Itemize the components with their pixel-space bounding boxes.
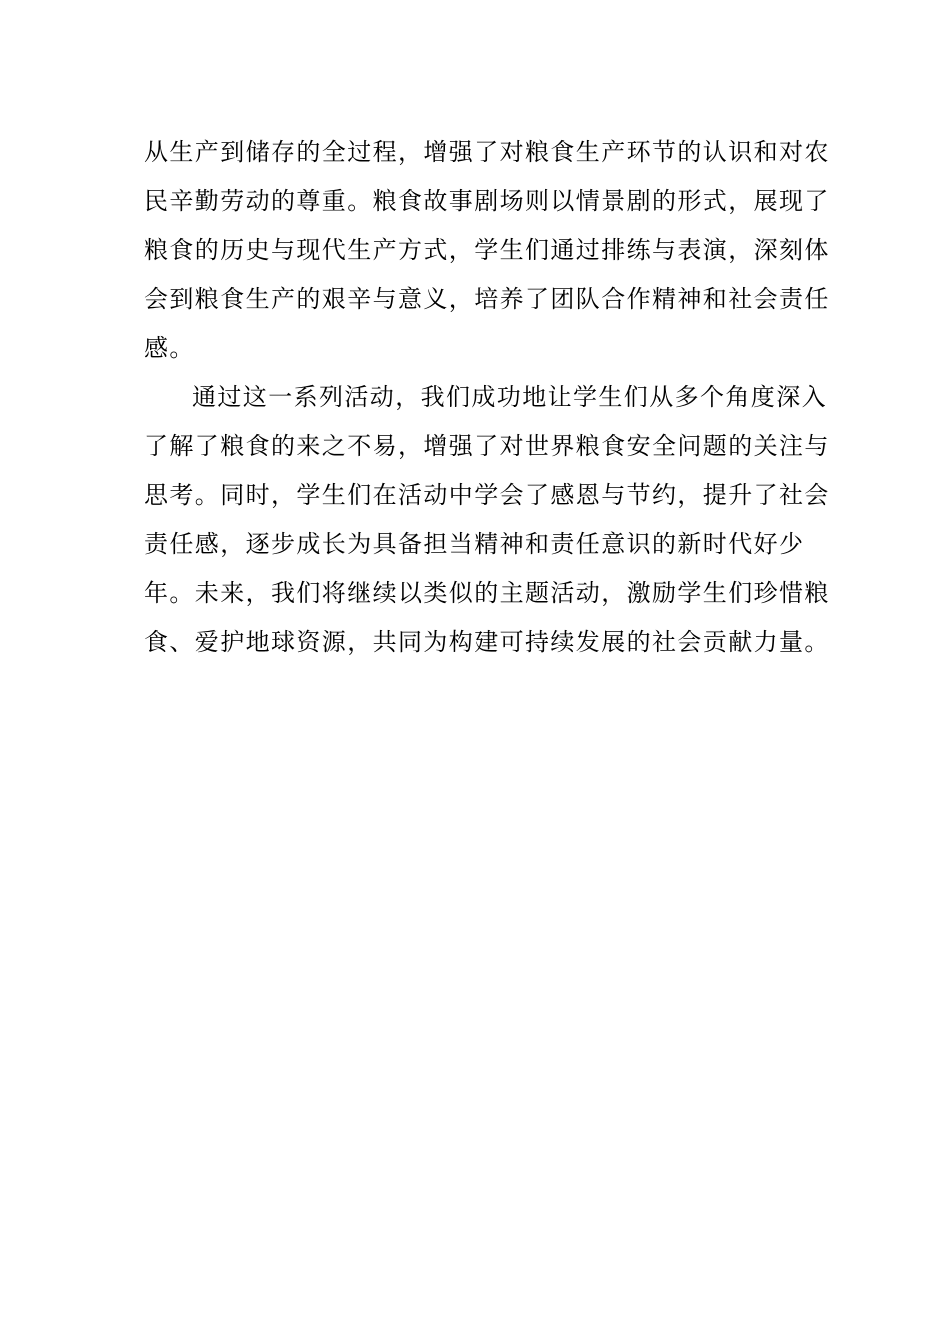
text-line: 民辛勤劳动的尊重。粮食故事剧场则以情景剧的形式，展现了 — [144, 187, 830, 215]
text-line: 从生产到储存的全过程，增强了对粮食生产环节的认识和对农 — [144, 138, 830, 166]
text-line: 了解了粮食的来之不易，增强了对世界粮食安全问题的关注与 — [144, 432, 830, 460]
text-line: 年。未来，我们将继续以类似的主题活动，激励学生们珍惜粮 — [144, 579, 830, 607]
text-line: 食、爱护地球资源，共同为构建可持续发展的社会贡献力量。 — [144, 628, 830, 656]
text-line-indented: 通过这一系列活动，我们成功地让学生们从多个角度深入 — [192, 383, 827, 411]
paragraph-2 — [144, 373, 830, 667]
paragraph-1 — [144, 128, 830, 373]
text-line: 责任感，逐步成长为具备担当精神和责任意识的新时代好少 — [144, 530, 805, 558]
text-line: 会到粮食生产的艰辛与意义，培养了团队合作精神和社会责任 — [144, 285, 830, 313]
text-line: 思考。同时，学生们在活动中学会了感恩与节约，提升了社会 — [144, 481, 830, 509]
text-line: 粮食的历史与现代生产方式，学生们通过排练与表演，深刻体 — [144, 236, 830, 264]
document-body — [144, 128, 830, 667]
text-line: 感。 — [144, 334, 195, 362]
